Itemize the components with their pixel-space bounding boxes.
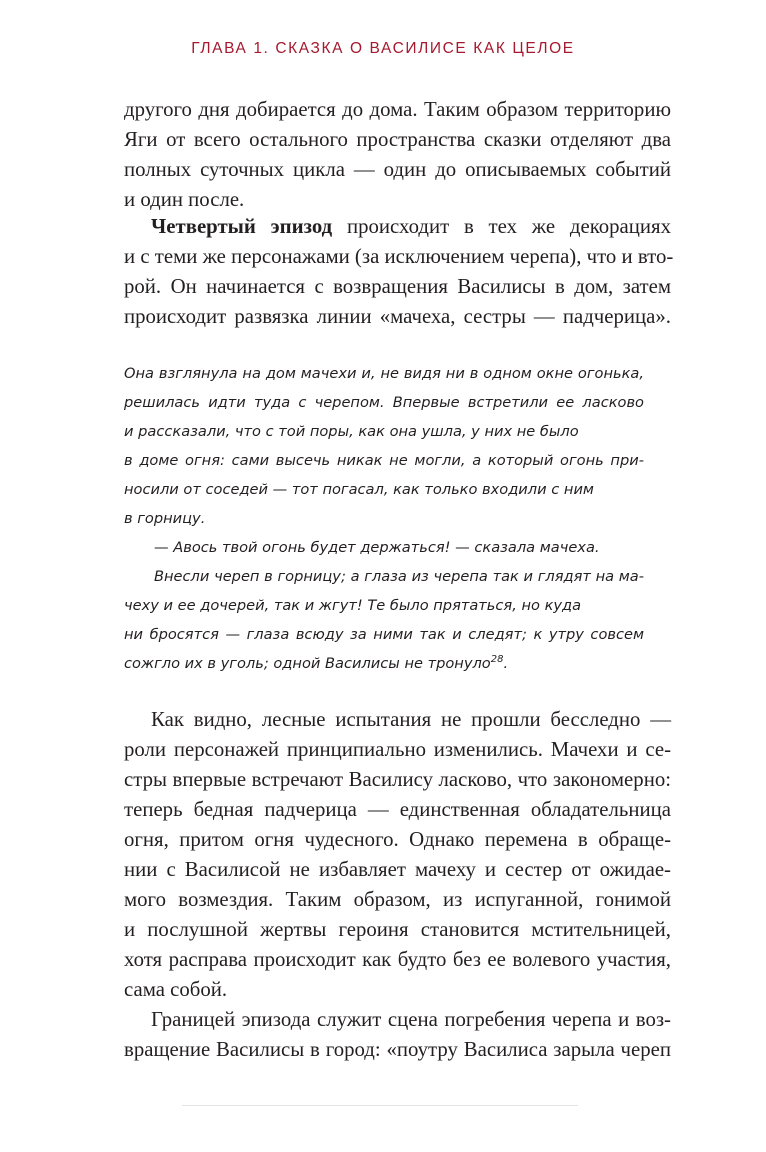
text-line: Как видно, лесные испытания не прошли бесследно — [151,708,671,731]
text-line: стры впервые встречают Василису ласково, что закономерно: [124,768,671,791]
text-line: роли персонажей принципиально изменились. Мачехи и се- [124,738,671,761]
quote-line: носили от соседей — тот погасал, как только входили с ним [124,481,594,498]
quote-line [124,650,644,678]
quote-text: сожгло их в уголь; одной Василисы не тронуло [124,655,491,672]
text-line: нии с Василисой не избавляет мачеху и сестер от ожидае- [124,858,671,881]
quote-text: . [503,655,509,672]
text-line: сама собой. [124,978,228,1001]
quote-line: ни бросятся — глаза всюду за ними так и следят; к утру совсем [124,626,644,643]
quote-line: — Авось твой огонь будет держаться! — сказала мачеха. [154,539,600,556]
footnote-ref[interactable]: 28 [490,654,504,665]
episode-heading: Четвертый эпизод [151,215,333,238]
quote-line: и рассказали, что с той поры, как она ушла, у них не было [124,423,579,440]
text-span: происходит в тех же декорациях [332,215,671,238]
text-line: мого возмездия. Таким образом, из испуганной, гонимой [124,888,671,911]
text-line: и с теми же персонажами (за исключением черепа), что и вто- [124,245,674,268]
quote-line: в доме огня: сами высечь никак не могли, а который огонь при- [124,452,644,469]
text-line: полных суточных цикла — один до описываемых событий [124,158,671,181]
footer-divider [182,1105,578,1106]
text-line [151,212,671,242]
text-line: вращение Василисы в город: «поутру Василиса зарыла череп [124,1038,671,1061]
quote-line: чеху и ее дочерей, так и жгут! Те было прятаться, но куда [124,597,582,614]
quote-line: Она взглянула на дом мачехи и, не видя ни в одном окне огонька, [124,365,644,382]
text-line: теперь бедная падчерица — единственная обладательница [124,798,671,821]
text-line: и один после. [124,188,245,211]
quote-line: решилась идти туда с черепом. Впервые встретили ее ласково [124,394,644,411]
text-line: хотя расправа происходит как будто без ее волевого участия, [124,948,671,971]
text-line: другого дня добирается до дома. Таким образом территорию [124,98,671,121]
text-line: рой. Он начинается с возвращения Василисы в дом, затем [124,275,671,298]
text-line: и послушной жертвы героиня становится мстительницей, [124,918,671,941]
text-line: Границей эпизода служит сцена погребения черепа и воз- [151,1008,671,1031]
text-line: огня, притом огня чудесного. Однако перемена в обраще- [124,828,671,851]
quote-line: Внесли череп в горницу; а глаза из черепа так и глядят на ма- [154,568,644,585]
quote-line: в горницу. [124,510,206,527]
text-line: происходит развязка линии «мачеха, сестры — падчерица». [124,305,671,328]
text-line: Яги от всего остального пространства сказки отделяют два [124,128,671,151]
running-head: ГЛАВА 1. СКАЗКА О ВАСИЛИСЕ КАК ЦЕЛОЕ [191,40,575,57]
